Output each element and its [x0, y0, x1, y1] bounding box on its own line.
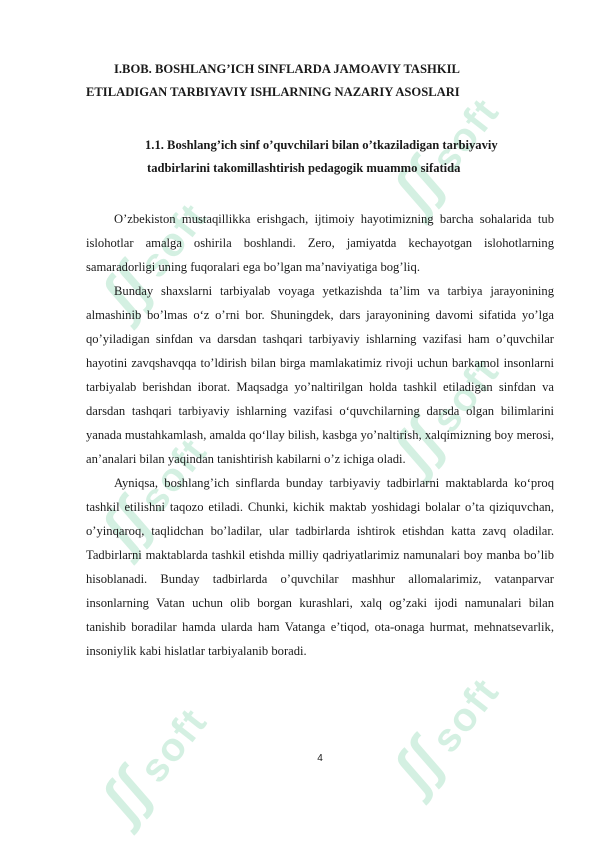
- watermark-word: soft: [131, 194, 217, 286]
- watermark-logo: ʃʃ: [380, 728, 458, 801]
- page-number: 4: [317, 753, 323, 764]
- section-title: [145, 134, 545, 180]
- watermark-logo: ʃʃ: [88, 253, 166, 326]
- watermark-logo: ʃʃ: [380, 148, 458, 221]
- watermark-word: soft: [131, 429, 217, 521]
- watermark-logo: ʃʃ: [88, 758, 166, 831]
- section-title-line2: tadbirlarini takomillashtirish pedagogik muammo sifatida: [147, 161, 461, 175]
- watermark-word: soft: [423, 349, 509, 441]
- watermark-word: soft: [423, 669, 509, 761]
- chapter-title: I.BOB. BOSHLANG’ICH SINFLARDA JAMOAVIY TASHKIL ETILADIGAN TARBIYAVIY ISHLARNING NAZARIY ASOSLARI: [86, 62, 460, 99]
- watermark-word: soft: [131, 699, 217, 791]
- paragraph: Ayniqsa, boshlang’ich sinflarda bunday tarbiyaviy tadbirlarni maktablarda ko‘proq tashkil etilishni taqozo etiladi. Chunki, kichik maktab yoshidagi bolalar o’ta qiziquvchan, o’yinqaroq, taqlidchan bo’ladilar, ular tadbirlarda ishtirok etishdan katta zavq oladilar. Tadbirlarni maktablarda tashkil etishda milliy qadriyatlarimiz namunalari boy manba bo’lib hisoblanadi. Bunday tadbirlarda o’quvchilar mashhur allomalarimiz, vatanparvar insonlarning Vatan uchun olib borgan kurashlari, xalq og’zaki ijodi namunalari bilan tanishib boradilar hamda ularda ham Vatanga e’tiqod, ota-onaga hurmat, mehnatsevarlik, insoniylik kabi hislatlar tarbiyalanib boradi.: [86, 476, 554, 658]
- paragraph: O’zbekiston mustaqillikka erishgach, ijtimoiy hayotimizning barcha sohalarida tub islohotlar amalga oshirila boshlandi. Zero, jamiyatda kechayotgan islohotlarning samaradorligi uning fuqoralari ega bo’lgan ma’naviyatiga bog’liq.: [86, 212, 554, 274]
- watermark-word: soft: [423, 89, 509, 181]
- section-title-line1: 1.1. Boshlang’ich sinf o’quvchilari bilan o’tkaziladigan tarbiyaviy: [145, 138, 498, 152]
- watermark-logo: ʃʃ: [88, 488, 166, 561]
- watermark-bottom-right: [380, 658, 512, 801]
- watermark-logo: ʃʃ: [380, 408, 458, 481]
- body-text: [86, 207, 554, 663]
- paragraph: Bunday shaxslarni tarbiyalab voyaga yetkazishda ta’lim va tarbiya jarayonining almashinib bo’lmas o‘z o’rni bor. Shuningdek, dars jarayonining davomi sifatida yo’lga qo’yiladigan sinfdan va darsdan tashqari tarbiyaviy ishlarning vazifasi ham o’quvchilar hayotini zavqshavqqa to’ldirish bilan birga mamlakatimiz rivoji uchun barkamol insonlarni tarbiyalab berishdan iborat. Maqsadga yo’naltirilgan holda tashkil etiladigan sinfdan va darsdan tashqari tarbiyaviy ishlarning vazifasi o‘quvchilarning darsda olgan bilimlarini yanada mustahkamlash, amalda qo‘llay bilish, kasbga yo’naltirish, xalqimizning boy merosi, an’analari bilan yaqindan tanishtirish kabilarni o’z ichiga oladi.: [86, 284, 554, 466]
